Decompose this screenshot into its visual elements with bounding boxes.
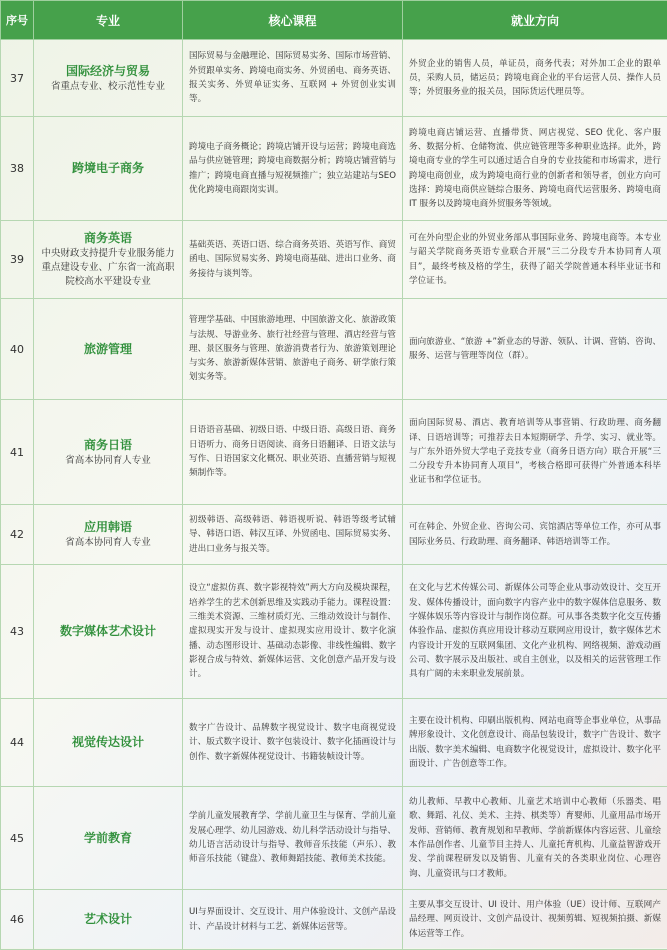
table-row (1, 890, 667, 950)
major-cell (34, 221, 183, 299)
table-row (1, 299, 667, 400)
core-courses: UI与界面设计、交互设计、用户体验设计、文创产品设计、产品设计材料与工艺、新媒体运营等。 (183, 890, 403, 950)
core-courses: 数字广告设计、品牌数字视觉设计、数字电商视觉设计、版式数字设计、数字包装设计、数字化插画设计与创作、数字新媒体视觉设计、书籍装帧设计等。 (183, 699, 403, 787)
core-courses: 跨境电子商务概论；跨境店铺开设与运营；跨境电商选品与供应链管理；跨境电商数据分析；跨境店铺营销与推广；跨境电商直播与短视频推广；独立站建站与SEO优化跨境电商跟岗实训。 (183, 117, 403, 221)
major-cell (34, 699, 183, 787)
table-row (1, 787, 667, 890)
table-row (1, 699, 667, 787)
major-cell (34, 505, 183, 565)
table-row (1, 400, 667, 505)
core-courses: 基础英语、英语口语、综合商务英语、英语写作、商贸函电、国际贸易实务、跨境电商基础、进出口业务、商务接待与谈判等。 (183, 221, 403, 299)
row-number: 37 (1, 40, 34, 117)
row-number: 38 (1, 117, 34, 221)
major-cell (34, 40, 183, 117)
major-cell (34, 117, 183, 221)
table-row (1, 505, 667, 565)
major-name: 商务英语 (34, 230, 182, 247)
career-direction: 面向旅游业、“旅游 +”新业态的导游、领队、计调、营销、咨询、服务、运营与管理等岗位（群）。 (403, 299, 667, 400)
row-number: 46 (1, 890, 34, 950)
row-number: 44 (1, 699, 34, 787)
major-name: 商务日语 (34, 437, 182, 454)
major-cell (34, 565, 183, 699)
major-name: 旅游管理 (34, 341, 182, 358)
major-name: 跨境电子商务 (34, 160, 182, 177)
core-courses: 学前儿童发展教育学、学前儿童卫生与保育、学前儿童发展心理学、幼儿园游戏、幼儿科学活动设计与指导、幼儿语言活动设计与指导、教师音乐技能（声乐）、教师音乐技能（键盘）、教师舞蹈技能、教师美术技能。 (183, 787, 403, 890)
row-number: 40 (1, 299, 34, 400)
major-name: 国际经济与贸易 (34, 63, 182, 80)
row-number: 41 (1, 400, 34, 505)
major-cell (34, 890, 183, 950)
row-number: 39 (1, 221, 34, 299)
major-name: 数字媒体艺术设计 (34, 623, 182, 640)
core-courses: 设立“虚拟仿真、数字影视特效”两大方向及模块课程，培养学生的艺术创新思维及实践动手能力。课程设置：三维美术资源、三维材质灯光、三维动效设计与制作、虚拟现实开发与设计、虚拟现实应用设计、数字化演播、动态图形设计、基础动态影像、非线性编辑、数字影视合成与特效、新媒体运营、文化创意产品开发与设计。 (183, 565, 403, 699)
career-direction: 可在外向型企业的外贸业务部从事国际业务、跨境电商等。本专业与韶关学院商务英语专业联合开展“三二分段专升本协同育人项目”，最终考核及格的学生，获得了韶关学院普通本科毕业证书和学位证书。 (403, 221, 667, 299)
major-note: 中央财政支持提升专业服务能力重点建设专业、广东省一流高职院校高水平建设专业 (34, 247, 182, 289)
career-direction: 在文化与艺术传媒公司、新媒体公司等企业从事动效设计、交互开发、媒体传播设计，面向数字内容产业中的数字媒体信息服务、数字媒体娱乐等内容设计与制作岗位群。可从事各类数字化交互传播体验作品、虚拟仿真应用设计移动互联网应用设计，数字媒体艺术内容设计开发的互联网集团、文化产业机构、网络视频、游戏动画公司、数字展示及出版社、或自主创业，以及相关的运营管理工作具有广阔的未来职业发展前景。 (403, 565, 667, 699)
header-course: 核心课程 (183, 1, 403, 40)
major-note: 省高本协同育人专业 (34, 536, 182, 550)
major-name: 艺术设计 (34, 911, 182, 928)
table-row (1, 117, 667, 221)
major-cell (34, 787, 183, 890)
career-direction: 幼儿教师、早教中心教师、儿童艺术培训中心教师（乐器类、唱歌、舞蹈、礼仪、美术、主持、棋类等）育婴师、儿童用品市场开发师、营销师、教育规划和早教师、学前新媒体内容运营、儿童绘本作品创作者、儿童节目主持人、儿童托育机构、儿童益智游戏开发、学前课程研发以及销售、儿童有关的各类职业岗位、心理咨询、儿童资讯与口才教师。 (403, 787, 667, 890)
career-direction: 外贸企业的销售人员，单证员，商务代表；对外加工企业的跟单员，采购人员，储运员；跨境电商企业的平台运营人员、操作人员等；外贸服务业的报关员，国际货运代理员等。 (403, 40, 667, 117)
major-note: 省重点专业、校示范性专业 (34, 80, 182, 94)
header-no: 序号 (1, 1, 34, 40)
core-courses: 日语语音基础、初级日语、中级日语、高级日语、商务日语听力、商务日语阅读、商务日语翻译、日语文法与写作、日语国家文化概况、职业英语、直播营销与短视频制作等。 (183, 400, 403, 505)
major-cell (34, 400, 183, 505)
major-cell (34, 299, 183, 400)
table-header-row (1, 1, 667, 40)
row-number: 43 (1, 565, 34, 699)
major-name: 视觉传达设计 (34, 734, 182, 751)
career-direction: 可在韩企、外贸企业、咨询公司、宾馆酒店等单位工作，亦可从事国际业务员、行政助理、商务翻译、韩语培训等工作。 (403, 505, 667, 565)
table-row (1, 565, 667, 699)
major-note: 省高本协同育人专业 (34, 454, 182, 468)
career-direction: 跨境电商店铺运营、直播带货、网店视觉、SEO 优化、客户服务、数据分析、仓储物流、供应链管理等多种职业选择。此外，跨境电商专业的学生可以通过适合自身的专业技能和市场需求，进行跨境电商创业，成为跨境电商行业的创新者和领导者，创业方向可选择：跨境电商供应链综合服务、跨境电商代运营服务、跨境电商 IT 服务以及跨境电商外贸服务等领域。 (403, 117, 667, 221)
row-number: 42 (1, 505, 34, 565)
table-row (1, 40, 667, 117)
table-row (1, 221, 667, 299)
header-major: 专业 (34, 1, 183, 40)
row-number: 45 (1, 787, 34, 890)
career-direction: 主要从事交互设计、UI 设计、用户体验（UE）设计师、互联网产品经理、网页设计、文创产品设计、视频剪辑、短视频拍摄、新媒体运营等工作。 (403, 890, 667, 950)
core-courses: 管理学基础、中国旅游地理、中国旅游文化、旅游政策与法规、导游业务、旅行社经营与管理、酒店经营与管理、景区服务与管理、旅游消费者行为、旅游策划理论与实务、旅游新媒体营销、旅游电子商务、研学旅行策划实务等。 (183, 299, 403, 400)
major-name: 学前教育 (34, 830, 182, 847)
major-name: 应用韩语 (34, 519, 182, 536)
core-courses: 国际贸易与金融理论、国际贸易实务、国际市场营销、外贸跟单实务、跨境电商实务、外贸函电、商务英语、报关实务、外贸单证实务、互联网 + 外贸创业实训等。 (183, 40, 403, 117)
career-direction: 主要在设计机构、印刷出版机构、网站电商等企事业单位，从事品牌形象设计、文化创意设计、商品包装设计，数字广告设计、数字出版、数字美术编辑、电商数字化视觉设计，虚拟设计、数字化平面设计、广告创意等工作。 (403, 699, 667, 787)
career-direction: 面向国际贸易、酒店、教育培训等从事营销、行政助理、商务翻译、日语培训等；可推荐去日本短期研学、升学、实习、就业等。与广东外语外贸大学电子竞技专业（商务日语方向）联合开展“三二分段专升本协同育人项目”，考核合格即可获得广外普通本科毕业证书和学位证书。 (403, 400, 667, 505)
header-direction: 就业方向 (403, 1, 667, 40)
core-courses: 初级韩语、高级韩语、韩语视听说、韩语等级考试辅导、韩语口语、韩汉互译、外贸函电、国际贸易实务、进出口业务与报关等。 (183, 505, 403, 565)
